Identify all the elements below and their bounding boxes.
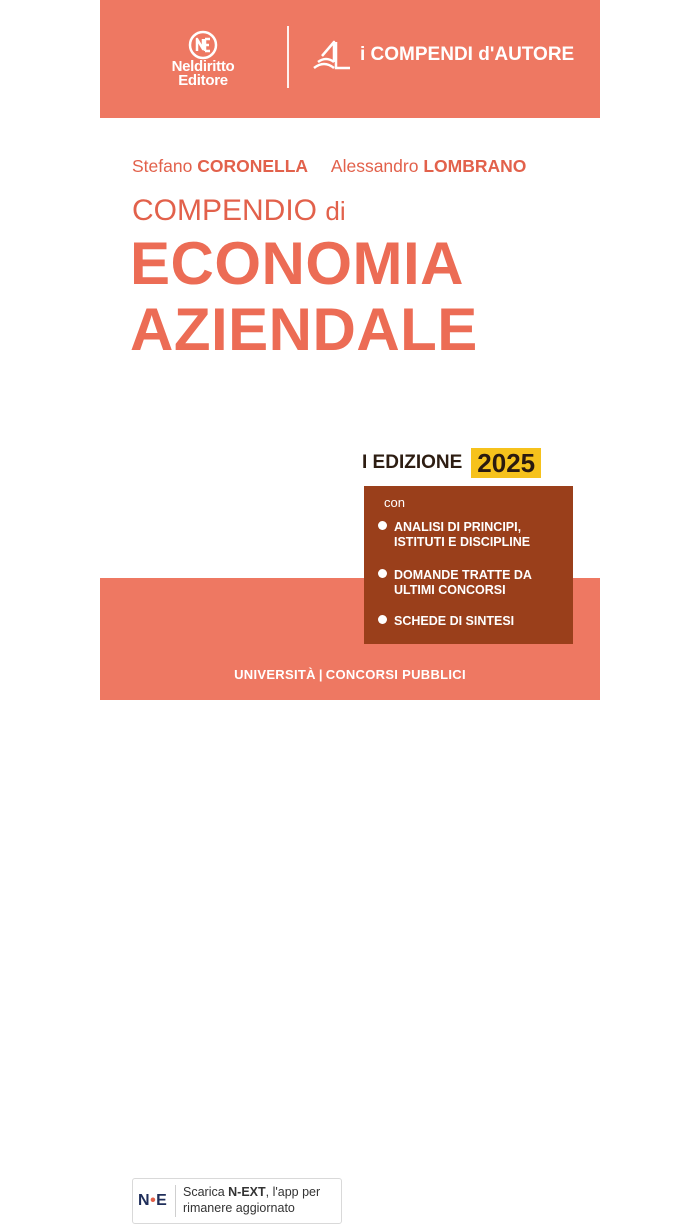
logo-divider <box>287 26 289 88</box>
author-2-first: Alessandro <box>330 156 419 176</box>
feature-item <box>378 568 532 598</box>
author-1 <box>132 156 308 176</box>
app-logo-dot: • <box>150 1192 157 1209</box>
app-logo-e: E <box>156 1192 168 1209</box>
title-line1: ECONOMIA <box>130 230 464 297</box>
publisher-name-line2: Editore <box>178 72 228 89</box>
feature-item <box>378 520 530 550</box>
title-line2: AZIENDALE <box>130 296 478 363</box>
footer-categories <box>100 667 600 682</box>
features-box <box>364 486 573 644</box>
features-intro: con <box>384 495 405 510</box>
feature-3-line1: SCHEDE DI SINTESI <box>394 614 515 628</box>
title-prefix <box>132 194 346 228</box>
footer-right: CONCORSI PUBBLICI <box>325 667 466 682</box>
app-promo <box>132 1178 342 1224</box>
author-1-first: Stefano <box>132 156 193 176</box>
series-logo <box>310 38 574 72</box>
feature-1-line1: ANALISI DI PRINCIPI, <box>394 520 522 534</box>
edition-year: 2025 <box>471 448 541 478</box>
edition <box>362 448 541 478</box>
app-promo-text <box>183 1184 339 1216</box>
open-book-icon <box>310 38 354 72</box>
series-title: i COMPENDI d'AUTORE <box>360 44 575 65</box>
edition-label: I EDIZIONE <box>362 452 463 473</box>
ne-monogram-icon <box>188 30 218 60</box>
app-text-line2: rimanere aggiornato <box>183 1201 295 1215</box>
nxt-app-logo <box>138 1192 167 1210</box>
feature-2-line2: ULTIMI CONCORSI <box>394 583 506 597</box>
bullet-icon <box>378 615 387 624</box>
feature-2-line1: DOMANDE TRATTE DA <box>394 568 532 582</box>
top-band <box>100 0 600 118</box>
app-text-pre: Scarica <box>183 1185 229 1199</box>
app-text-bold: N-EXT <box>228 1185 266 1199</box>
author-1-last: CORONELLA <box>197 156 309 176</box>
publisher-logo <box>158 30 248 88</box>
authors <box>132 156 526 177</box>
app-separator <box>175 1185 176 1217</box>
author-2 <box>331 156 526 176</box>
title-prefix-word: COMPENDIO <box>132 194 318 227</box>
footer-separator: | <box>318 667 323 682</box>
book-cover <box>100 0 600 1215</box>
title-connector: di <box>325 196 346 226</box>
footer-left: UNIVERSITÀ <box>234 667 316 682</box>
bullet-icon <box>378 521 387 530</box>
app-text-post: , l'app per <box>265 1185 321 1199</box>
feature-1-line2: ISTITUTI E DISCIPLINE <box>394 535 531 549</box>
bullet-icon <box>378 569 387 578</box>
feature-item <box>378 614 514 629</box>
publisher-name-line1: Neldiritto <box>171 58 235 75</box>
author-2-last: LOMBRANO <box>423 156 527 176</box>
app-logo-n: N <box>138 1192 151 1209</box>
